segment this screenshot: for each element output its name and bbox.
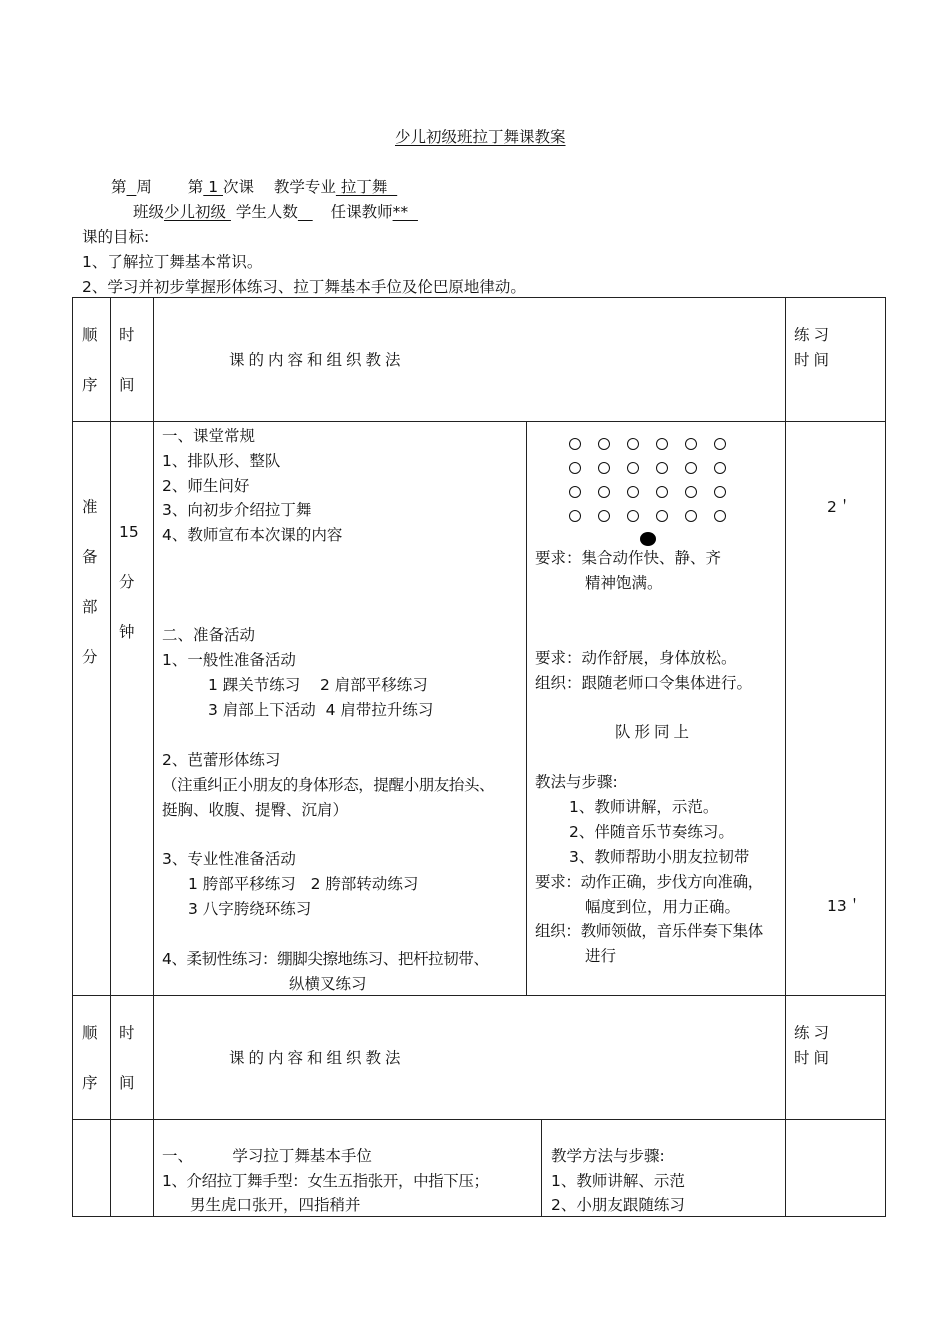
content-line: 1 踝关节练习 2 肩部平移练习 [208, 676, 428, 694]
duration-char: 15 [119, 523, 139, 541]
lesson-suffix: 次课 [223, 178, 255, 196]
student-circle [685, 486, 697, 498]
students-value [298, 203, 313, 221]
table-border [541, 1119, 542, 1217]
student-circle [685, 462, 697, 474]
content-line: 4、教师宣布本次课的内容 [162, 526, 343, 544]
content-line: 纵横叉练习 [289, 975, 367, 993]
content-line: 4、柔韧性练习：绷脚尖擦地练习、把杆拉韧带、 [162, 950, 489, 968]
content-line: 二、准备活动 [162, 626, 256, 644]
method-line: 要求：动作正确，步伐方向准确， [535, 873, 764, 891]
students-label: 学生人数 [235, 203, 298, 221]
content-line: 3、专业性准备活动 [162, 850, 296, 868]
method-line: 2、伴随音乐节奏练习。 [569, 823, 734, 841]
table-border [72, 297, 73, 1217]
class-label: 班级 [133, 203, 165, 221]
practice-header-1: 练习 [794, 1024, 834, 1042]
method-line: 幅度到位，用力正确。 [585, 898, 741, 916]
order-header-1: 顺 [82, 326, 98, 344]
method-line: 精神饱满。 [585, 574, 663, 592]
practice-time: 2＇ [827, 498, 853, 516]
student-circle [656, 486, 668, 498]
method-line: 组织：跟随老师口令集体进行。 [535, 674, 753, 692]
lesson-number: 1 [203, 178, 223, 196]
method-line: 2、小朋友跟随练习 [551, 1196, 685, 1214]
major-value: 拉丁舞 [335, 178, 398, 196]
teacher-label: 任课教师 [330, 203, 393, 221]
method-line: 队形同上 [615, 723, 694, 741]
table-border [72, 1119, 886, 1120]
student-circle [714, 438, 726, 450]
section-label-char: 部 [82, 598, 98, 616]
table-border [885, 297, 886, 1217]
major-label: 教学专业 [273, 178, 336, 196]
student-circle [627, 486, 639, 498]
method-line: 进行 [585, 947, 617, 965]
content-line: 3 八字胯绕环练习 [188, 900, 312, 918]
student-circle [627, 510, 639, 522]
method-line: 教学方法与步骤: [551, 1147, 665, 1165]
student-circle [714, 486, 726, 498]
order-header-1: 顺 [82, 1024, 98, 1042]
content-line: 1、排队形、整队 [162, 452, 281, 470]
table-border [72, 1216, 886, 1217]
student-circle [685, 510, 697, 522]
goal-item: 1、了解拉丁舞基本常识。 [82, 253, 263, 271]
section-label-char: 准 [82, 498, 98, 516]
table-border [153, 297, 154, 1217]
table-border [110, 297, 111, 1217]
method-line: 1、教师讲解，示范。 [569, 798, 719, 816]
order-header-2: 序 [82, 376, 98, 394]
student-circle [569, 462, 581, 474]
method-line: 组织：教师领做，音乐伴奏下集体 [535, 922, 764, 940]
table-border [72, 995, 886, 996]
teacher-value: ** [392, 203, 418, 221]
content-line: 男生虎口张开，四指稍并 [190, 1196, 361, 1214]
student-circle [656, 510, 668, 522]
table-border [72, 421, 886, 422]
week-blank [127, 178, 137, 196]
student-circle [656, 438, 668, 450]
student-circle [714, 462, 726, 474]
time-header-2: 间 [119, 1074, 135, 1092]
student-circle [598, 438, 610, 450]
class-value: 少儿初级 [164, 203, 231, 221]
student-circle [627, 462, 639, 474]
duration-char: 分 [119, 573, 135, 591]
content-line: 3、向初步介绍拉丁舞 [162, 501, 312, 519]
method-line: 要求：集合动作快、静、齐 [535, 549, 722, 567]
table-border [785, 297, 786, 1217]
practice-header-2: 时间 [794, 1049, 834, 1067]
duration-char: 钟 [119, 623, 135, 641]
student-circle [685, 438, 697, 450]
student-circle [569, 438, 581, 450]
goal-item: 2、学习并初步掌握形体练习、拉丁舞基本手位及伦巴原地律动。 [82, 278, 526, 296]
section-label-char: 分 [82, 648, 98, 666]
table-border [72, 297, 886, 298]
content-line: 2、芭蕾形体练习 [162, 751, 281, 769]
student-circle [598, 510, 610, 522]
student-circle [569, 510, 581, 522]
method-line: 教法与步骤: [535, 773, 618, 791]
lesson-prefix: 第 [187, 178, 204, 196]
content-line: 1、一般性准备活动 [162, 651, 296, 669]
content-line: 一、课堂常规 [162, 427, 256, 445]
practice-header-1: 练习 [794, 326, 834, 344]
content-line: 一、 学习拉丁舞基本手位 [162, 1147, 372, 1165]
student-circle [656, 462, 668, 474]
student-circle [627, 438, 639, 450]
method-line: 1、教师讲解、示范 [551, 1172, 685, 1190]
lesson-info-line [111, 177, 397, 197]
order-header-2: 序 [82, 1074, 98, 1092]
content-line: 3 肩部上下活动 4 肩带拉升练习 [208, 701, 434, 719]
goals-heading: 课的目标: [82, 228, 150, 246]
content-header: 课的内容和组织教法 [229, 351, 405, 369]
content-header: 课的内容和组织教法 [229, 1049, 405, 1067]
section-label-char: 备 [82, 548, 98, 566]
content-line: 挺胸、收腹、提臀、沉肩） [162, 801, 349, 819]
time-header-2: 间 [119, 376, 135, 394]
content-line: 1 胯部平移练习 2 胯部转动练习 [188, 875, 419, 893]
student-circle [598, 486, 610, 498]
week-suffix: 周 [136, 178, 152, 196]
table-border [526, 421, 527, 996]
method-line: 要求：动作舒展，身体放松。 [535, 649, 737, 667]
class-info-line [133, 202, 418, 222]
student-circle [598, 462, 610, 474]
teacher-dot [640, 532, 656, 546]
content-line: （注重纠正小朋友的身体形态，提醒小朋友抬头、 [162, 776, 495, 794]
content-line: 2、师生问好 [162, 477, 250, 495]
page-title: 少儿初级班拉丁舞课教案 [395, 128, 566, 146]
week-prefix: 第 [111, 178, 127, 196]
time-header-1: 时 [119, 1024, 135, 1042]
content-line: 1、介绍拉丁舞手型：女生五指张开，中指下压； [162, 1172, 489, 1190]
method-line: 3、教师帮助小朋友拉韧带 [569, 848, 750, 866]
student-circle [714, 510, 726, 522]
practice-header-2: 时间 [794, 351, 834, 369]
practice-time: 13＇ [827, 897, 863, 915]
time-header-1: 时 [119, 326, 135, 344]
student-circle [569, 486, 581, 498]
